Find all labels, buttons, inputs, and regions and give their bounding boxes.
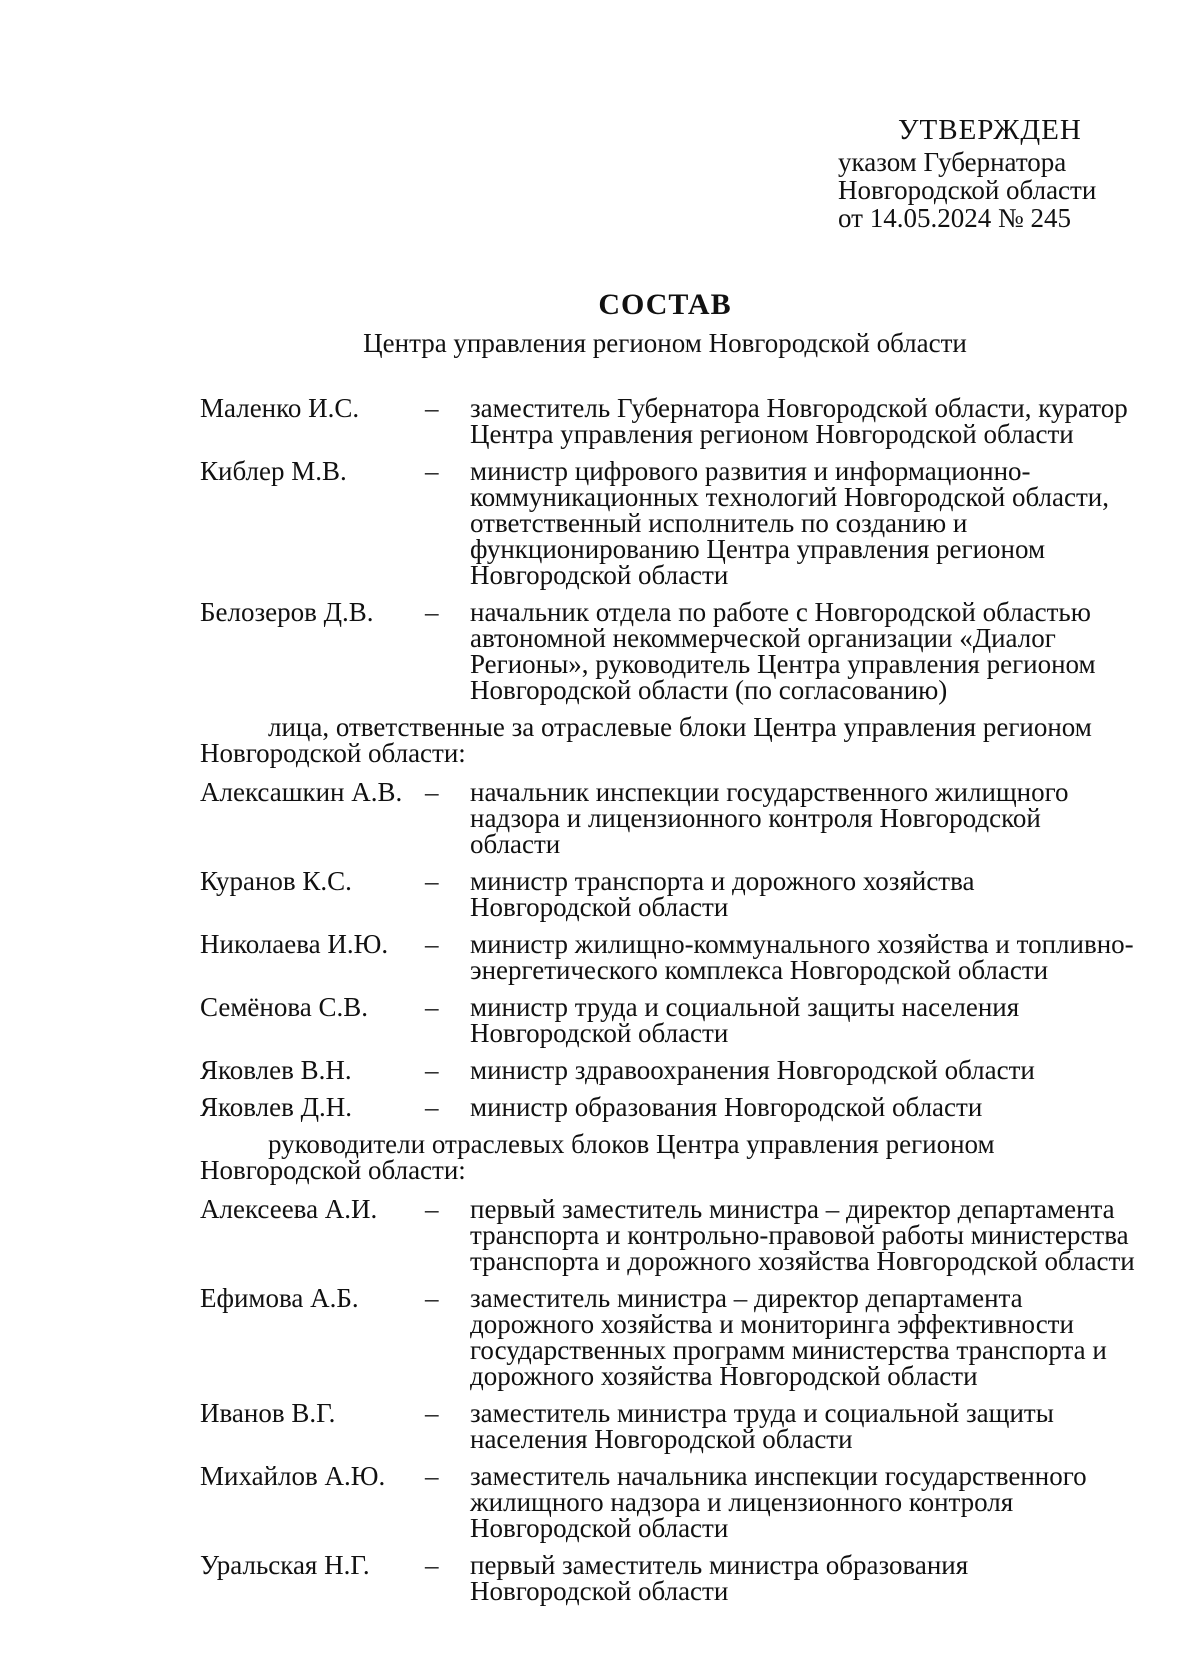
- member-row: [200, 1552, 1135, 1604]
- member-name: Ефимова А.Б.: [200, 1283, 359, 1313]
- member-dash: –: [425, 393, 439, 423]
- member-row: [200, 599, 1135, 703]
- member-dash: –: [425, 777, 439, 807]
- member-row: [200, 1094, 1135, 1120]
- member-role: заместитель министра – директор департамента дорожного хозяйства и мониторинга эффективности государственных программ министерства транспорта и дорожного хозяйства Новгородской области: [470, 1283, 1107, 1391]
- member-name: Михайлов А.Ю.: [200, 1461, 386, 1491]
- member-role: заместитель министра труда и социальной защиты населения Новгородской области: [470, 1398, 1054, 1454]
- member-dash: –: [425, 866, 439, 896]
- approval-line-2: Новгородской области: [838, 175, 1097, 205]
- member-role: первый заместитель министра – директор департамента транспорта и контрольно-правовой работы министерства транспорта и дорожного хозяйства Новгородской области: [470, 1194, 1135, 1276]
- member-row: [200, 994, 1135, 1046]
- member-row: [200, 1285, 1135, 1389]
- document-title: СОСТАВ: [598, 288, 732, 321]
- member-row: [200, 1400, 1135, 1452]
- member-name: Николаева И.Ю.: [200, 929, 389, 959]
- member-dash: –: [425, 992, 439, 1022]
- document-subtitle: Центра управления регионом Новгородской области: [363, 328, 967, 358]
- member-role: министр транспорта и дорожного хозяйства Новгородской области: [470, 866, 975, 922]
- member-role: заместитель Губернатора Новгородской области, куратор Центра управления регионом Новгородской области: [470, 393, 1128, 449]
- member-dash: –: [425, 1092, 439, 1122]
- member-name: Киблер М.В.: [200, 456, 347, 486]
- member-role: начальник инспекции государственного жилищного надзора и лицензионного контроля Новгородской области: [470, 777, 1069, 859]
- member-row: [200, 1463, 1135, 1541]
- member-row: [200, 1196, 1135, 1274]
- member-name: Уральская Н.Г.: [200, 1550, 370, 1580]
- member-name: Алексеева А.И.: [200, 1194, 378, 1224]
- section-heading-responsible: лица, ответственные за отраслевые блоки Центра управления регионом Новгородской области:: [200, 712, 1092, 768]
- member-list: [200, 395, 1135, 1615]
- section-heading-leaders: руководители отраслевых блоков Центра управления регионом Новгородской области:: [200, 1129, 995, 1185]
- approval-stamp: [838, 112, 1158, 232]
- member-role: министр цифрового развития и информационно-коммуникационных технологий Новгородской области, ответственный исполнитель по созданию и функционированию Центра управления регионом Новгородской области: [470, 456, 1109, 590]
- member-dash: –: [425, 1194, 439, 1224]
- member-row: [200, 868, 1135, 920]
- member-role: первый заместитель министра образования Новгородской области: [470, 1550, 969, 1606]
- member-name: Яковлев В.Н.: [200, 1055, 352, 1085]
- member-dash: –: [425, 1461, 439, 1491]
- member-name: Алексашкин А.В.: [200, 777, 403, 807]
- member-row: [200, 1057, 1135, 1083]
- member-role: заместитель начальника инспекции государственного жилищного надзора и лицензионного контроля Новгородской области: [470, 1461, 1087, 1543]
- member-dash: –: [425, 1550, 439, 1580]
- member-role: министр труда и социальной защиты населения Новгородской области: [470, 992, 1020, 1048]
- member-dash: –: [425, 1398, 439, 1428]
- member-row: [200, 779, 1135, 857]
- member-dash: –: [425, 597, 439, 627]
- approval-heading: УТВЕРЖДЕН: [898, 114, 1082, 146]
- member-name: Белозеров Д.В.: [200, 597, 374, 627]
- member-role: министр образования Новгородской области: [470, 1092, 983, 1122]
- member-dash: –: [425, 1055, 439, 1085]
- member-dash: –: [425, 456, 439, 486]
- member-name: Семёнова С.В.: [200, 992, 368, 1022]
- member-dash: –: [425, 1283, 439, 1313]
- member-row: [200, 458, 1135, 588]
- member-row: [200, 395, 1135, 447]
- member-role: министр жилищно-коммунального хозяйства и топливно-энергетического комплекса Новгородской области: [470, 929, 1134, 985]
- approval-line-1: указом Губернатора: [838, 147, 1067, 177]
- approval-line-3: от 14.05.2024 № 245: [838, 203, 1071, 233]
- member-role: начальник отдела по работе с Новгородской областью автономной некоммерческой организации «Диалог Регионы», руководитель Центра управления регионом Новгородской области (по согласованию): [470, 597, 1096, 705]
- member-name: Иванов В.Г.: [200, 1398, 336, 1428]
- member-name: Яковлев Д.Н.: [200, 1092, 353, 1122]
- member-row: [200, 931, 1135, 983]
- member-name: Куранов К.С.: [200, 866, 352, 896]
- member-role: министр здравоохранения Новгородской области: [470, 1055, 1035, 1085]
- member-name: Маленко И.С.: [200, 393, 360, 423]
- member-dash: –: [425, 929, 439, 959]
